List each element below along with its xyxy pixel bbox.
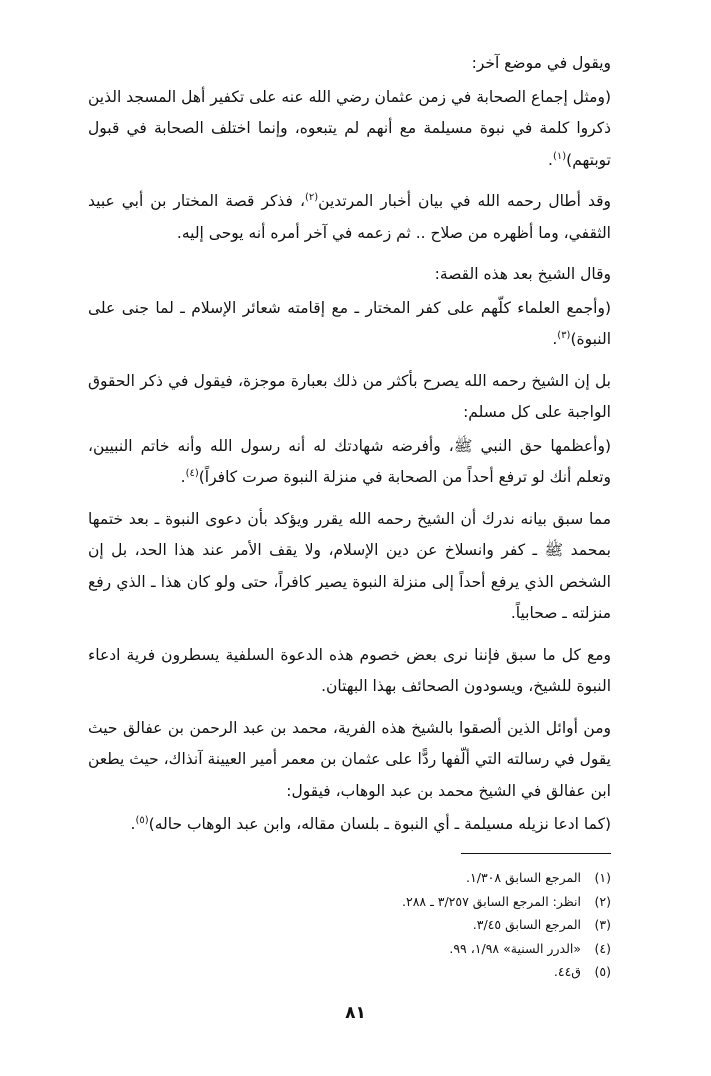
paragraph-text: (وأجمع العلماء كلّهم على كفر المختار ـ مع إقامته شعائر الإسلام ـ لما جنى على النبوة) bbox=[88, 298, 611, 348]
quote-paragraph bbox=[88, 293, 611, 356]
footnote-ref[interactable]: (١) bbox=[552, 150, 567, 162]
footnote-ref[interactable]: (٢) bbox=[304, 191, 319, 203]
page-number: ٨١ bbox=[345, 1003, 366, 1023]
paragraph bbox=[88, 713, 611, 808]
footnote-ref[interactable]: (٣) bbox=[557, 329, 571, 341]
paragraph bbox=[88, 186, 611, 249]
footnote-number: (١) bbox=[594, 870, 611, 885]
paragraph-text: وقد أطال رحمه الله في بيان أخبار المرتدين bbox=[318, 192, 611, 210]
paragraph-text: (ومثل إجماع الصحابة في زمن عثمان رضي الله عنه على تكفير أهل المسجد الذين ذكروا كلمة في نبوة مسيلمة مع أنهم لم يتبعوه، وإنما اختلف الصحابة في قبول توبتهم) bbox=[88, 87, 611, 169]
footnote-ref[interactable]: (٥) bbox=[135, 814, 149, 826]
quote-paragraph bbox=[88, 431, 611, 494]
footnote-ref[interactable]: (٤) bbox=[185, 467, 199, 479]
footnote-divider bbox=[461, 853, 611, 854]
paragraph-text: وقال الشيخ بعد هذه القصة: bbox=[434, 265, 611, 283]
quote-paragraph bbox=[88, 809, 611, 841]
footnote bbox=[402, 890, 611, 914]
paragraph-text: . bbox=[180, 468, 186, 486]
paragraph-text: ومع كل ما سبق فإننا نرى بعض خصوم هذه الدعوة السلفية يسطرون فرية ادعاء النبوة للشيخ، ويسودون الصحائف بهذا البهتان. bbox=[88, 645, 611, 695]
paragraph bbox=[88, 640, 611, 703]
footnote-number: (٢) bbox=[594, 893, 611, 909]
paragraph-text: بل إن الشيخ رحمه الله يصرح بأكثر من ذلك بعبارة موجزة، فيقول في ذكر الحقوق الواجبة على كل مسلم: bbox=[88, 371, 611, 421]
footnote-text: «الدرر السنية» ١/٩٨، ٩٩. bbox=[449, 940, 581, 956]
paragraph bbox=[88, 48, 611, 80]
paragraph-text: . bbox=[130, 815, 136, 833]
paragraph-text: . bbox=[552, 330, 558, 348]
paragraph bbox=[88, 504, 611, 630]
quote-paragraph bbox=[88, 82, 611, 177]
main-text bbox=[88, 48, 611, 851]
paragraph-text: مما سبق بيانه ندرك أن الشيخ رحمه الله يقرر ويؤكد بأن دعوى النبوة ـ بعد ختمها بمحمد ﷺ ـ كفر وانسلاخ عن دين الإسلام، ولا يقف الأمر عند هذا الحد، بل إن الشخص الذي يرفع أحداً إلى منزلة النبوة يصير كافراً، حتى ولو كان هذا ـ الذي رفع منزلته ـ صحابياً. bbox=[88, 509, 611, 622]
paragraph-text: ، فذكر قصة المختار بن أبي عبيد الثقفي، وما أظهره من صلاح .. ثم زعمه في آخر أمره أنه يوحى إليه. bbox=[88, 192, 611, 242]
paragraph-text: ومن أوائل الذين ألصقوا بالشيخ هذه الفرية، محمد بن عبد الرحمن بن عفالق حيث يقول في رسالته التي ألّفها ردًّا على عثمان بن معمر أمير العيينة آنذاك، حيث يطعن ابن عفالق في الشيخ محمد بن عبد الوهاب، فيقول: bbox=[88, 718, 611, 800]
paragraph-text: ويقول في موضع آخر: bbox=[471, 54, 611, 72]
footnote-number: (٤) bbox=[594, 940, 611, 956]
paragraph-text: (كما ادعا نزيله مسيلمة ـ أي النبوة ـ بلسان مقاله، وابن عبد الوهاب حاله) bbox=[148, 815, 611, 833]
footnote-text: المرجع السابق ١/٣٠٨. bbox=[466, 870, 581, 885]
footnotes-list bbox=[402, 866, 611, 984]
footnote-text: انظر: المرجع السابق ٣/٢٥٧ ـ ٢٨٨. bbox=[402, 893, 581, 909]
paragraph-text: . bbox=[548, 150, 553, 169]
footnote-text: ق٤٤. bbox=[553, 964, 581, 979]
footnote bbox=[402, 937, 611, 961]
paragraph bbox=[88, 366, 611, 429]
footnote bbox=[402, 866, 611, 890]
footnote bbox=[402, 960, 611, 984]
paragraph-text: (وأعظمها حق النبي ﷺ، وأفرضه شهادتك له أنه رسول الله وأنه خاتم النبيين، وتعلم أنك لو ترفع أحداً من الصحابة في منزلة النبوة صرت كافراً) bbox=[88, 436, 611, 486]
footnote-text: المرجع السابق ٣/٤٥. bbox=[472, 917, 581, 932]
paragraph bbox=[88, 259, 611, 291]
footnote-number: (٣) bbox=[594, 917, 611, 932]
footnote bbox=[402, 913, 611, 937]
footnote-number: (٥) bbox=[594, 964, 611, 979]
